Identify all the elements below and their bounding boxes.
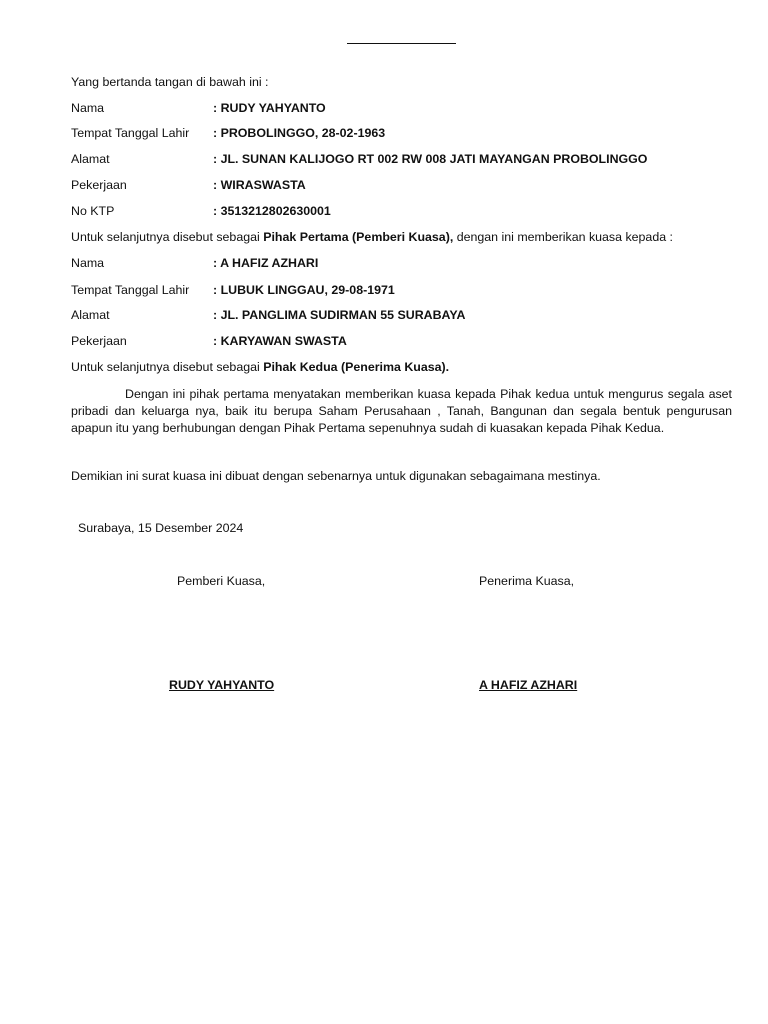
receiver-label: Penerima Kuasa, — [479, 574, 575, 588]
field-value: : WIRASWASTA — [213, 178, 306, 192]
intro-text: Yang bertanda tangan di bawah ini : — [71, 75, 269, 89]
closing-text: Demikian ini surat kuasa ini dibuat dengan sebenarnya untuk digunakan sebagaimana mestinya. — [71, 469, 601, 483]
field-label: Alamat — [71, 152, 110, 166]
field-value: : KARYAWAN SWASTA — [213, 334, 347, 348]
field-value: : RUDY YAHYANTO — [213, 101, 326, 115]
first-party-birth-row — [71, 125, 385, 141]
body-paragraph: Dengan ini pihak pertama menyatakan memberikan kuasa kepada Pihak kedua untuk mengurus segala aset pribadi dan keluarga nya, baik itu berupa Saham Perusahaan , Tanah, Bangunan dan segala bentuk pengurusan apapun itu yang berhubungan dengan Pihak Pertama sepenuhnya sudah di kuasakan kepada Pihak Kedua. — [71, 387, 732, 435]
field-value: : A HAFIZ AZHARI — [213, 256, 319, 270]
first-party-address-row — [71, 151, 647, 167]
field-value: : JL. SUNAN KALIJOGO RT 002 RW 008 JATI MAYANGAN PROBOLINGGO — [213, 152, 648, 166]
giver-label: Pemberi Kuasa, — [177, 574, 266, 588]
first-party-name-row — [71, 100, 326, 116]
field-label: Pekerjaan — [71, 178, 127, 192]
field-label: Nama — [71, 256, 105, 270]
field-value: : JL. PANGLIMA SUDIRMAN 55 SURABAYA — [213, 308, 466, 322]
field-label: Tempat Tanggal Lahir — [71, 126, 190, 140]
field-value: : PROBOLINGGO, 28-02-1963 — [213, 126, 386, 140]
statement-text: Untuk selanjutnya disebut sebagai — [71, 230, 264, 244]
field-label: Pekerjaan — [71, 334, 127, 348]
field-label: Nama — [71, 101, 105, 115]
first-party-ktp-row — [71, 203, 331, 219]
statement-bold-text: Pihak Pertama (Pemberi Kuasa), — [263, 230, 454, 244]
title-underline — [347, 43, 456, 44]
field-label: Tempat Tanggal Lahir — [71, 283, 190, 297]
second-party-statement — [71, 359, 449, 375]
field-label: Alamat — [71, 308, 110, 322]
first-party-statement — [71, 229, 673, 245]
statement-text: dengan ini memberikan kuasa kepada : — [453, 230, 673, 244]
place-date: Surabaya, 15 Desember 2024 — [78, 521, 244, 535]
second-party-name-row — [71, 255, 318, 271]
second-party-job-row — [71, 333, 347, 349]
second-party-birth-row — [71, 282, 395, 298]
giver-name: RUDY YAHYANTO — [169, 678, 275, 692]
statement-text: Untuk selanjutnya disebut sebagai — [71, 360, 264, 374]
field-value: : LUBUK LINGGAU, 29-08-1971 — [213, 283, 395, 297]
receiver-name: A HAFIZ AZHARI — [479, 678, 578, 692]
field-value: : 3513212802630001 — [213, 204, 331, 218]
first-party-job-row — [71, 177, 306, 193]
field-label: No KTP — [71, 204, 115, 218]
statement-bold-text: Pihak Kedua (Penerima Kuasa). — [263, 360, 450, 374]
second-party-address-row — [71, 307, 465, 323]
